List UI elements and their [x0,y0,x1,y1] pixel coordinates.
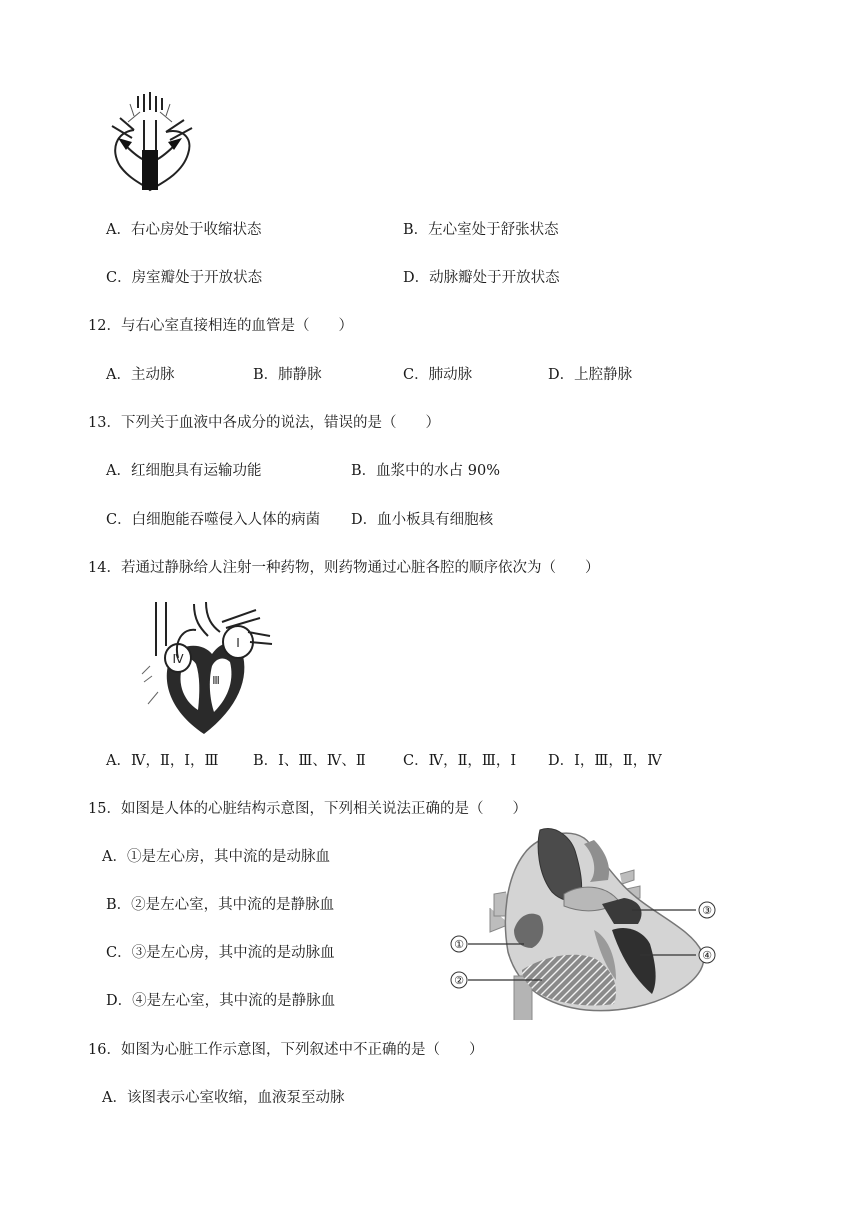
heart-structure-figure [444,820,728,1026]
marker-1-label: ① [454,938,464,951]
q14-option-d: D．Ⅰ，Ⅲ，Ⅱ，Ⅳ [548,753,662,769]
q13-option-a: A．红细胞具有运输功能 [106,463,262,479]
q11-option-d: D．动脉瓣处于开放状态 [403,270,560,286]
chamber-label-iii: Ⅲ [212,674,220,687]
q12-option-d: D．上腔静脉 [548,367,633,383]
q12-option-a: A．主动脉 [106,367,175,383]
q15-option-d: D．④是左心室，其中流的是静脉血 [106,993,336,1009]
q13-option-b: B．血浆中的水占 90% [351,463,500,479]
q11-option-c: C．房室瓣处于开放状态 [106,270,263,286]
q14-option-c: C．Ⅳ，Ⅱ，Ⅲ，Ⅰ [403,753,517,769]
chamber-label-ii: Ⅱ [181,674,187,687]
marker-2-label: ② [454,974,464,987]
q14-option-b: B．Ⅰ、Ⅲ、Ⅳ、Ⅱ [253,753,366,769]
q12-stem: 12．与右心室直接相连的血管是（ ） [88,318,353,334]
q14-stem: 14．若通过静脉给人注射一种药物，则药物通过心脏各腔的顺序依次为（ ） [88,560,600,576]
q13-option-c: C．白细胞能吞噬侵入人体的病菌 [106,512,321,528]
q13-stem: 13．下列关于血液中各成分的说法，错误的是（ ） [88,415,440,431]
q16-option-a: A．该图表示心室收缩，血液泵至动脉 [102,1090,345,1106]
q15-option-b: B．②是左心室，其中流的是静脉血 [106,897,335,913]
q12-option-b: B．肺静脉 [253,367,322,383]
q15-option-c: C．③是左心房，其中流的是动脉血 [106,945,335,961]
heart-chambers-figure [138,596,278,740]
q13-option-d: D．血小板具有细胞核 [351,512,494,528]
q15-stem: 15．如图是人体的心脏结构示意图，下列相关说法正确的是（ ） [88,801,527,817]
q11-option-a: A．右心房处于收缩状态 [106,222,262,238]
q16-stem: 16．如图为心脏工作示意图，下列叙述中不正确的是（ ） [88,1042,484,1058]
q14-option-a: A．Ⅳ，Ⅱ，Ⅰ，Ⅲ [106,753,219,769]
q15-option-a: A．①是左心房，其中流的是动脉血 [102,849,330,865]
chamber-label-iv: Ⅳ [172,652,184,666]
marker-4-label: ④ [702,949,712,962]
marker-3-label: ③ [702,904,712,917]
heart-valve-figure [104,90,200,194]
q12-option-c: C．肺动脉 [403,367,473,383]
chamber-label-i: Ⅰ [236,636,240,650]
q11-option-b: B．左心室处于舒张状态 [403,222,559,238]
